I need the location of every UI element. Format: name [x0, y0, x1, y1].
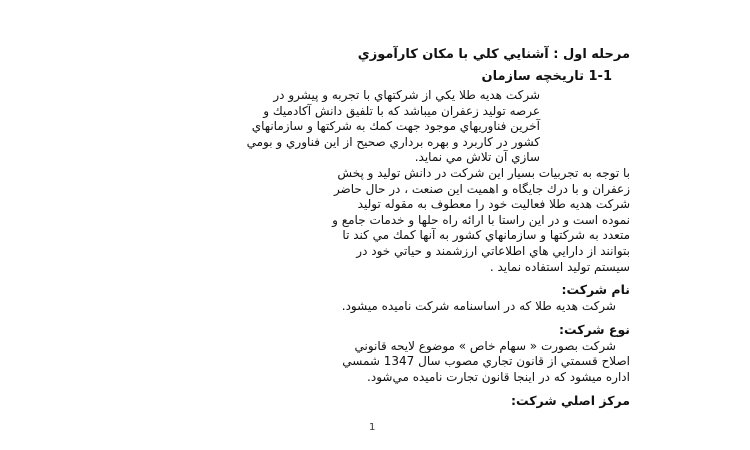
history-p2-line: سيستم توليد استفاده نمايد . [489, 259, 630, 274]
company-name-text [110, 299, 616, 315]
document-body [110, 44, 630, 410]
company-type-text [110, 339, 630, 386]
company-name-line: شرکت هديه طلا که در اساسنامه شرکت ناميده ميشود. [341, 299, 616, 314]
company-type-line: اداره ميشود كه در اينجا قانون تجارت ناميده مي‌شود. [367, 369, 630, 384]
history-p1-line: شرکت هديه طلا يکي از شرکتهاي با تجربه و پيشرو در [273, 88, 540, 102]
company-type-line: اصلاح قسمتي از قانون تجاري مصوب سال 1347 شمسي [342, 354, 630, 369]
history-p2-line: شرکت هديه طلا فعاليت خود را معطوف به مقوله توليد [357, 197, 630, 212]
history-p2-line: نموده است و در اين راستا با ارائه راه حلها و خدمات جامع و [332, 212, 630, 227]
history-p1-line: سازي آن تلاش مي نمايد. [414, 150, 540, 165]
history-p1-line: عرصه توليد زعفران ميباشد که با تلفيق دانش آکادميك و [263, 103, 540, 118]
page-number: 1 [369, 422, 376, 433]
history-paragraph-1 [110, 88, 540, 166]
history-p2-line: با توجه به تجربيات بسيار اين شرکت در دانش توليد و پخش [337, 165, 630, 180]
page-title: مرحله اول : آشنايي کلي با مکان کارآموزي [357, 47, 630, 62]
history-paragraph-2 [120, 166, 630, 275]
history-p1-line: آخرين فناوريهاي موجود جهت کمك به شرکتها و سازمانهاي [251, 119, 540, 134]
company-type-label: نوع شرکت: [559, 321, 630, 337]
headquarters-label: مرکز اصلي شرکت: [511, 392, 630, 408]
section-heading: 1-1 تاريخچه سازمان [481, 69, 612, 84]
company-name-label: نام شرکت: [561, 282, 630, 298]
history-p2-line: متعدد به شرکتها و سازمانهاي کشور به آنها كمك مي كند تا [342, 228, 630, 243]
history-p2-line: زعفران و با درك جايگاه و اهميت اين صنعت ، در حال حاضر [333, 181, 630, 196]
history-p1-line: کشور در کاربرد و بهره برداري صحيح از اين فناوري و بومي [246, 134, 540, 149]
company-type-line: شرکت بصورت « سهام خاص » موضوع لايحه قانوني [354, 338, 616, 353]
history-p2-line: بتوانند از دارايي هاي اطلاعاتي ارزشمند و حياتي خود در [356, 243, 630, 258]
